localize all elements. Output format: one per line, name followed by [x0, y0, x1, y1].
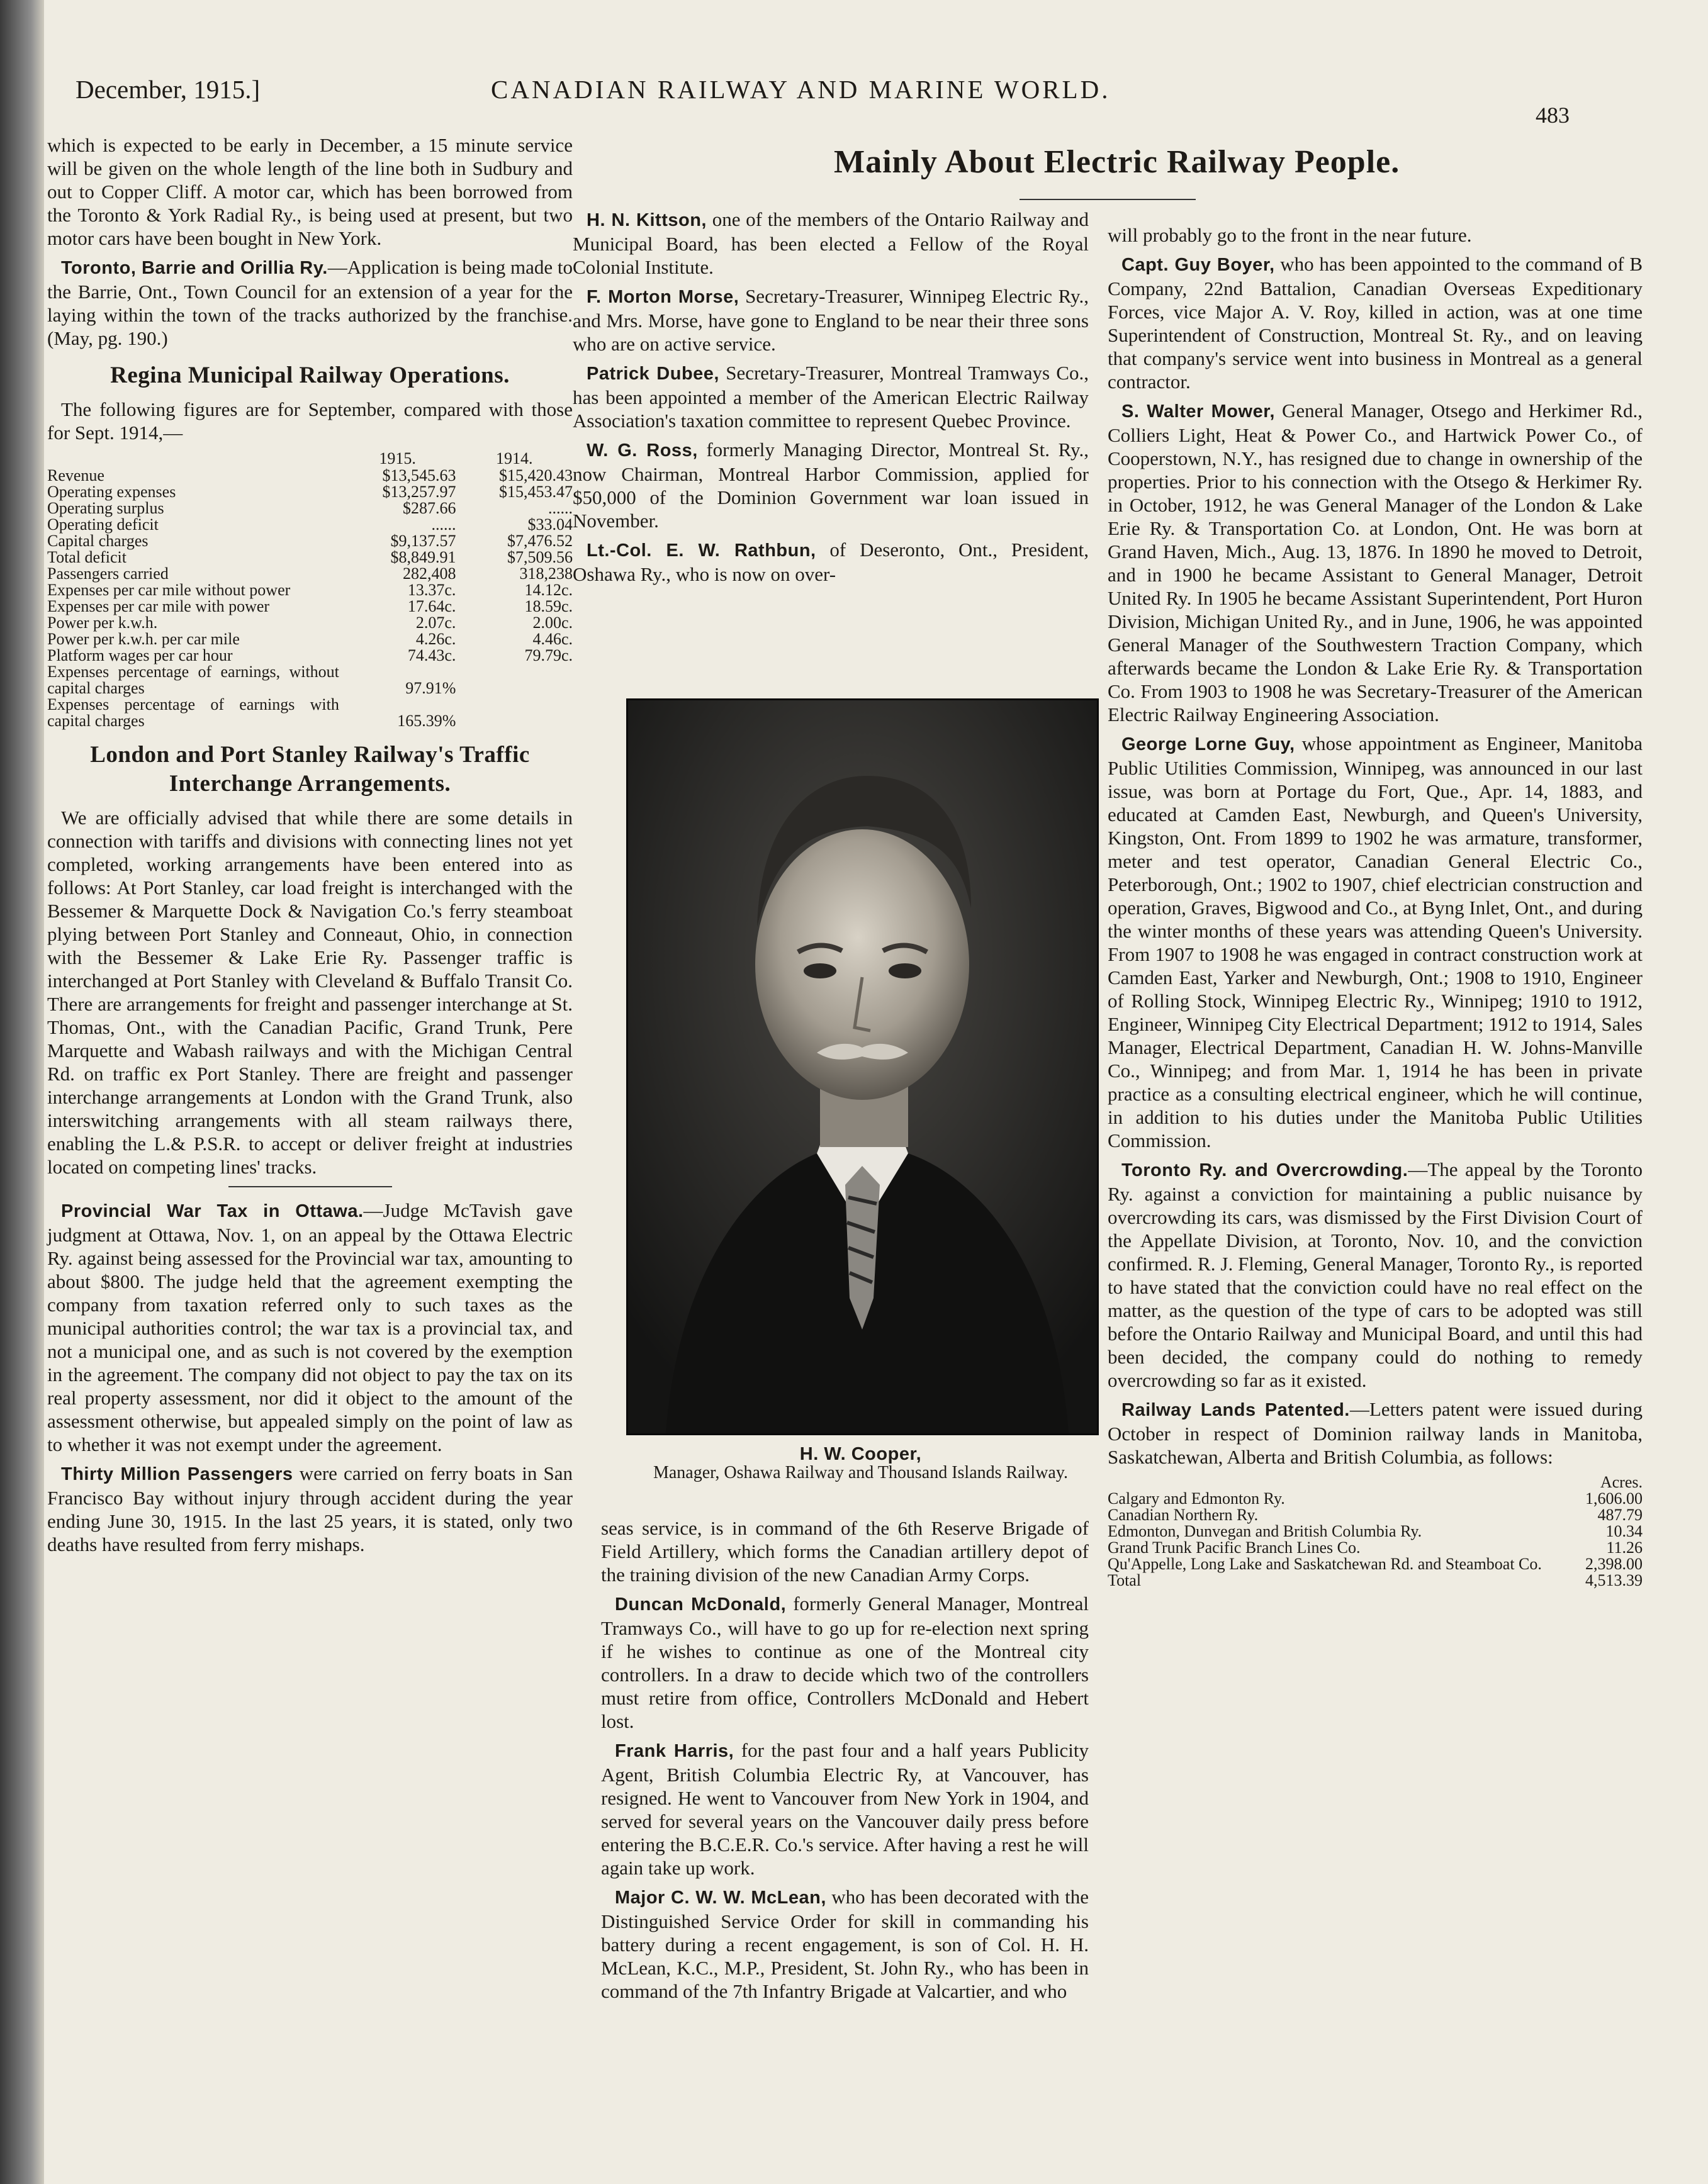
middle-bottom-item [601, 1739, 1089, 1879]
regina-table-row [47, 647, 573, 664]
section-title: Mainly About Electric Railway People. [834, 144, 1400, 180]
right-item [1108, 732, 1643, 1152]
regina-table-row [47, 598, 573, 615]
middle-item [573, 208, 1089, 279]
regina-col-1915: 1915. [379, 449, 416, 468]
toronto-barrie-text: —Application is being made to the Barrie, Ont., Town Council for an extension of a year for the laying within the town of the tracks authorized by the franchise. (May, pg. 190.) [47, 256, 573, 349]
regina-row-label: Expenses per car mile with power [47, 597, 270, 615]
regina-row-label: Operating expenses [47, 483, 176, 501]
item-text: for the past four and a half years Publicity Agent, British Columbia Electric Ry, at Vancouver, has resigned. He went to Vancouver from New York in 1904, and served for several years on the Vancouver daily press before entering the B.C.E.R. Co.'s service. After having a rest he will again take up work. [601, 1739, 1089, 1879]
regina-value-1915: 282,408 [402, 564, 456, 583]
regina-row-label: Expenses percentage of earnings, without capital charges [47, 663, 339, 697]
item-text: formerly General Manager, Montreal Tramways Co., will have to go up for re-election next spring if he wishes to continue as one of the Montreal city controllers. In a draw to decide which two of the controllers must retire from office, Controllers McDonald and Hebert lost. [601, 1593, 1089, 1732]
london-paragraph: We are officially advised that while there are some details in connection with tariffs and divisions with connecting lines not yet completed, working arrangements have been entered into as follows: At Port Stanley, car load freight is interchanged with the Bessemer & Marquette Dock & Navigation Co.'s ferry steamboat plying between Port Stanley and Conneaut, Ohio, in connection with the Bessemer & Lake Erie Ry. Passenger traffic is interchanged at Port Stanley with Cleveland & Buffalo Transit Co. There are arrangements for freight and passenger interchange at St. Thomas, Ont., with the Canadian Pacific, Grand Trunk, Pere Marquette and Wabash railways and with the Michigan Central Rd. on traffic ex Port Stanley. There are freight and passenger interchange arrangements at London with the Grand Trunk, also interswitching arrangements with all steam railways there, enabling the L.& P.S.R. to accept or deliver freight at industries located on competing lines' tracks. [47, 807, 573, 1178]
regina-table-row [47, 549, 573, 566]
toronto-barrie-lead: Toronto, Barrie and Orillia Ry. [61, 258, 328, 278]
regina-row-label: Passengers carried [47, 564, 169, 583]
left-column [47, 133, 573, 1562]
person-name: Major C. W. W. McLean, [615, 1888, 826, 1908]
regina-value-1914: $15,420.43 [499, 466, 573, 484]
regina-table-row [47, 533, 573, 549]
item-text: formerly Managing Director, Montreal St. Ry., now Chairman, Montreal Harbor Commission, applied for $50,000 of the Dominion Government war loan issued in November. [573, 439, 1089, 532]
regina-value-1914: $33.04 [527, 515, 573, 534]
issue-date: December, 1915.] [76, 75, 261, 104]
regina-row-label: Revenue [47, 466, 104, 484]
regina-table-row [47, 615, 573, 631]
regina-value-1914: 2.00c. [532, 613, 573, 632]
right-item [1108, 1397, 1643, 1469]
railway-name: Grand Trunk Pacific Branch Lines Co. [1108, 1538, 1361, 1557]
item-text: seas service, is in command of the 6th Reserve Brigade of Field Artillery, which forms the Canadian artillery depot of the training division of the new Canadian Army Corps. [601, 1517, 1089, 1586]
thirty-million-paragraph [47, 1462, 573, 1556]
regina-value-1915: $287.66 [402, 499, 456, 517]
person-name: Capt. Guy Boyer, [1121, 255, 1275, 275]
item-text: General Manager, Otsego and Herkimer Rd., Colliers Light, Heat & Power Co., and Hartwick Power Co., of Cooperstown, N.Y., has resigned due to change in ownership of the properties. Prior to his connection with the Otsego & Herkimer Ry. in October, 1912, he was General Manager of the London & Lake Erie Ry. & Transportation Co. at London, Ont. He was born at Grand Haven, Mich., Aug. 13, 1876. In 1890 he moved to Detroit, and in 1900 he became Assistant to General Manager, Detroit United Ry. In 1905 he became Assistant Superintendent, Port Huron Division, Michigan United Ry., and in June, 1906, he was appointed General Manager of the Southwestern Traction Company, which afterwards became the London & Lake Erie Ry. & Transportation Co. From 1903 to 1908 he was Secretary-Treasurer of the American Electric Railway Engineering Association. [1108, 400, 1643, 725]
person-name: Toronto Ry. and Overcrowding. [1121, 1160, 1408, 1180]
item-text: who has been decorated with the Distinguished Service Order for skill in commanding his battery during a recent engagement, is son of Col. H. H. McLean, K.C., M.P., President, St. John Ry., who has been in command of the 7th Infantry Brigade at Valcartier, and who [601, 1886, 1089, 2002]
regina-value-1915: $13,545.63 [382, 466, 456, 484]
railway-name: Calgary and Edmonton Ry. [1108, 1489, 1285, 1508]
wartax-lead: Provincial War Tax in Ottawa. [61, 1201, 364, 1221]
regina-table-row [47, 566, 573, 582]
middle-bottom-item [601, 1885, 1089, 2003]
regina-value-1915: $13,257.97 [382, 483, 456, 501]
publication-title: CANADIAN RAILWAY AND MARINE WORLD. [491, 75, 1111, 104]
middle-item [573, 361, 1089, 432]
photo-subject-name: H. W. Cooper, [799, 1444, 922, 1464]
regina-value-1914 [456, 664, 573, 697]
portrait-photo [626, 698, 1099, 1435]
regina-heading: Regina Municipal Railway Operations. [110, 362, 510, 388]
regina-value-1914: ...... [548, 499, 573, 517]
item-text: —Letters patent were issued during October in respect of Dominion railway lands in Manitoba, Saskatchewan, Alberta and British Columbia, as follows: [1108, 1398, 1643, 1468]
regina-value-1915: ...... [431, 515, 456, 534]
regina-table-row [47, 582, 573, 598]
item-text: Secretary-Treasurer, Winnipeg Electric Ry., and Mrs. Morse, have gone to England to be near their three sons who are on active service. [573, 285, 1089, 355]
section-rule [228, 1186, 392, 1187]
title-rule [1020, 199, 1196, 200]
right-item [1108, 1158, 1643, 1392]
thirty-million-lead: Thirty Million Passengers [61, 1464, 293, 1484]
regina-row-label: Operating surplus [47, 499, 164, 517]
person-name: Patrick Dubee, [587, 364, 719, 384]
middle-bottom-item [601, 1516, 1089, 1586]
railway-lands-row [1108, 1523, 1643, 1540]
regina-value-1914 [456, 697, 573, 729]
regina-value-1915: $9,137.57 [390, 532, 456, 550]
wartax-paragraph [47, 1199, 573, 1456]
middle-item [573, 284, 1089, 356]
person-name: W. G. Ross, [587, 440, 698, 461]
regina-table-row [47, 484, 573, 500]
railway-lands-row [1108, 1540, 1643, 1556]
person-name: Frank Harris, [615, 1741, 734, 1761]
acres-value: 1,606.00 [1585, 1489, 1643, 1508]
binding-gutter [0, 0, 44, 2184]
regina-value-1914: $15,453.47 [499, 483, 573, 501]
middle-item [573, 438, 1089, 532]
person-name: George Lorne Guy, [1121, 734, 1295, 754]
regina-value-1915: 13.37c. [407, 581, 456, 599]
regina-intro: The following figures are for September, compared with those for Sept. 1914,— [47, 398, 573, 444]
wartax-text: —Judge McTavish gave judgment at Ottawa, Nov. 1, on an appeal by the Ottawa Electric Ry. against being assessed for the Provincial war tax, amounting to about $800. The judge held that the agreement exempting the company from taxation referred only to such taxes as the municipal authorities control; the war tax is a provincial tax, and not a municipal one, and as such is not covered by the exemption in the agreement. The company did not object to pay the tax on its real property assessment, nor did it object to the amount of the assessment otherwise, but appealed simply on the point of law as to whether it was not exempt under the agreement. [47, 1199, 573, 1455]
regina-table-row [47, 697, 573, 729]
person-name: Lt.-Col. E. W. Rathbun, [587, 540, 816, 561]
regina-table-row [47, 500, 573, 517]
regina-table-row [47, 468, 573, 484]
regina-value-1915: 74.43c. [407, 646, 456, 664]
right-item [1108, 252, 1643, 393]
right-column [1108, 223, 1643, 1589]
regina-value-1914: 14.12c. [524, 581, 573, 599]
railway-lands-row [1108, 1507, 1643, 1523]
photo-subject-title: Manager, Oshawa Railway and Thousand Islands Railway. [653, 1463, 1069, 1482]
regina-col-1914: 1914. [495, 449, 533, 468]
person-name: S. Walter Mower, [1121, 401, 1275, 422]
regina-table-row [47, 664, 573, 697]
regina-value-1915: $8,849.91 [390, 548, 456, 566]
middle-column-bottom [601, 1516, 1089, 2008]
regina-row-label: Platform wages per car hour [47, 646, 233, 664]
toronto-barrie-paragraph [47, 255, 573, 350]
intro-paragraph: which is expected to be early in December, a 15 minute service will be given on the whole length of the line both in Sudbury and out to Copper Cliff. A motor car, which has been borrowed from the Toronto & York Radial Ry., is being used at present, but two motor cars have been bought in New York. [47, 134, 573, 249]
portrait-illustration [628, 700, 1097, 1433]
regina-col-blank [47, 450, 339, 468]
acres-value: 2,398.00 [1585, 1555, 1643, 1573]
railway-name: Total [1108, 1571, 1142, 1589]
regina-value-1915: 165.39% [397, 712, 456, 730]
photo-caption-block [617, 1445, 1104, 1482]
acres-value: 487.79 [1597, 1506, 1643, 1524]
railway-lands-row [1108, 1556, 1643, 1572]
right-item [1108, 399, 1643, 726]
regina-row-label: Total deficit [47, 548, 126, 566]
regina-value-1915: 4.26c. [415, 630, 456, 648]
middle-column-top [573, 208, 1089, 591]
railway-name: Canadian Northern Ry. [1108, 1506, 1259, 1524]
london-heading: London and Port Stanley Railway's Traffic Interchange Arrangements. [90, 742, 530, 797]
railway-name: Edmonton, Dunvegan and British Columbia Ry. [1108, 1522, 1422, 1540]
acres-value: 10.34 [1605, 1522, 1643, 1540]
item-text: of Deseronto, Ont., President, Oshawa Ry., who is now on over- [573, 539, 1089, 585]
right-item [1108, 223, 1643, 247]
middle-bottom-item [601, 1592, 1089, 1733]
item-text: who has been appointed to the command of B Company, 22nd Battalion, Canadian Overseas Expeditionary Forces, vice Major A. V. Roy, killed in action, was at one time Superintendent of Construction, Montreal St. Ry., and on leaving that company's service went into business in Montreal as a general contractor. [1108, 253, 1643, 393]
railway-lands-table [1108, 1474, 1643, 1589]
railway-lands-row [1108, 1491, 1643, 1507]
person-name: F. Morton Morse, [587, 287, 739, 307]
regina-value-1914: $7,509.56 [507, 548, 573, 566]
acres-header: Acres. [1600, 1473, 1643, 1491]
regina-row-label: Operating deficit [47, 515, 159, 534]
person-name: H. N. Kittson, [587, 210, 707, 230]
regina-table-row [47, 517, 573, 533]
regina-value-1914: $7,476.52 [507, 532, 573, 550]
regina-value-1914: 4.46c. [532, 630, 573, 648]
item-text: one of the members of the Ontario Railway and Municipal Board, has been elected a Fellow of the Royal Colonial Institute. [573, 208, 1089, 278]
regina-row-label: Power per k.w.h. per car mile [47, 630, 240, 648]
regina-value-1915: 2.07c. [415, 613, 456, 632]
railway-lands-row [1108, 1572, 1643, 1589]
acres-value: 4,513.39 [1585, 1571, 1643, 1589]
regina-row-label: Capital charges [47, 532, 149, 550]
person-name: Duncan McDonald, [615, 1594, 787, 1615]
regina-row-label: Expenses percentage of earnings with capital charges [47, 695, 339, 730]
regina-value-1914: 318,238 [519, 564, 573, 583]
acres-header-blank [1108, 1474, 1580, 1491]
item-text: whose appointment as Engineer, Manitoba Public Utilities Commission, Winnipeg, was announced in our last issue, was born at Portage du Fort, Que., Apr. 14, 1883, and educated at Camden East, Newburgh, and Queen's University, Kingston, Ont. From 1899 to 1902 he was armature, transformer, meter and test operator, Canadian General Electric Co., Peterborough, Ont.; 1902 to 1907, chief electrician construction and operation, Graves, Bigwood and Co., at Byng Inlet, Ont., and during the winter months of these years was attending Queen's University. From 1907 to 1908 he was engaged in contract construction work at Camden East, Yarker and Newburgh, Ont.; 1908 to 1910, Engineer of Rolling Stock, Winnipeg Electric Ry., Winnipeg; 1910 to 1912, Engineer, Winnipeg City Electrical Department; 1912 to 1914, Sales Manager, Electrical Department, Canadian H. W. Johns-Manville Co., Winnipeg; and from Mar. 1, 1914 he has been in private practice as a consulting electrical engineer, which he will continue, in addition to his duties under the Manitoba Public Utilities Commission. [1108, 732, 1643, 1151]
regina-table-row [47, 631, 573, 647]
regina-value-1914: 79.79c. [524, 646, 573, 664]
regina-stats-table [47, 450, 573, 729]
regina-row-label: Expenses per car mile without power [47, 581, 291, 599]
page-number: 483 [1536, 103, 1570, 128]
thirty-million-text: were carried on ferry boats in San Francisco Bay without injury through accident during the year ending June 30, 1915. In the last 25 years, it is stated, only two deaths have resulted from ferry mishaps. [47, 1462, 573, 1555]
regina-value-1915: 17.64c. [407, 597, 456, 615]
acres-value: 11.26 [1606, 1538, 1643, 1557]
middle-item [573, 538, 1089, 586]
regina-value-1914: 18.59c. [524, 597, 573, 615]
railway-name: Qu'Appelle, Long Lake and Saskatchewan Rd. and Steamboat Co. [1108, 1555, 1542, 1573]
person-name: Railway Lands Patented. [1121, 1400, 1350, 1420]
regina-row-label: Power per k.w.h. [47, 613, 158, 632]
item-text: will probably go to the front in the near future. [1108, 224, 1472, 246]
item-text: Secretary-Treasurer, Montreal Tramways Co., has been appointed a member of the American Electric Railway Association's taxation committee to represent Quebec Province. [573, 362, 1089, 432]
regina-value-1915: 97.91% [405, 679, 456, 697]
item-text: —The appeal by the Toronto Ry. against a conviction for maintaining a public nuisance by overcrowding its cars, was dismissed by the First Division Court of the Appellate Division, at Toronto, Nov. 10, and the conviction confirmed. R. J. Fleming, General Manager, Toronto Ry., is reported to have stated that the conviction could have no real effect on the matter, as the question of the type of cars to be adopted was still before the Ontario Railway and Municipal Board, and until this had been decided, the company could do nothing to remedy overcrowding so far as it existed. [1108, 1158, 1643, 1391]
